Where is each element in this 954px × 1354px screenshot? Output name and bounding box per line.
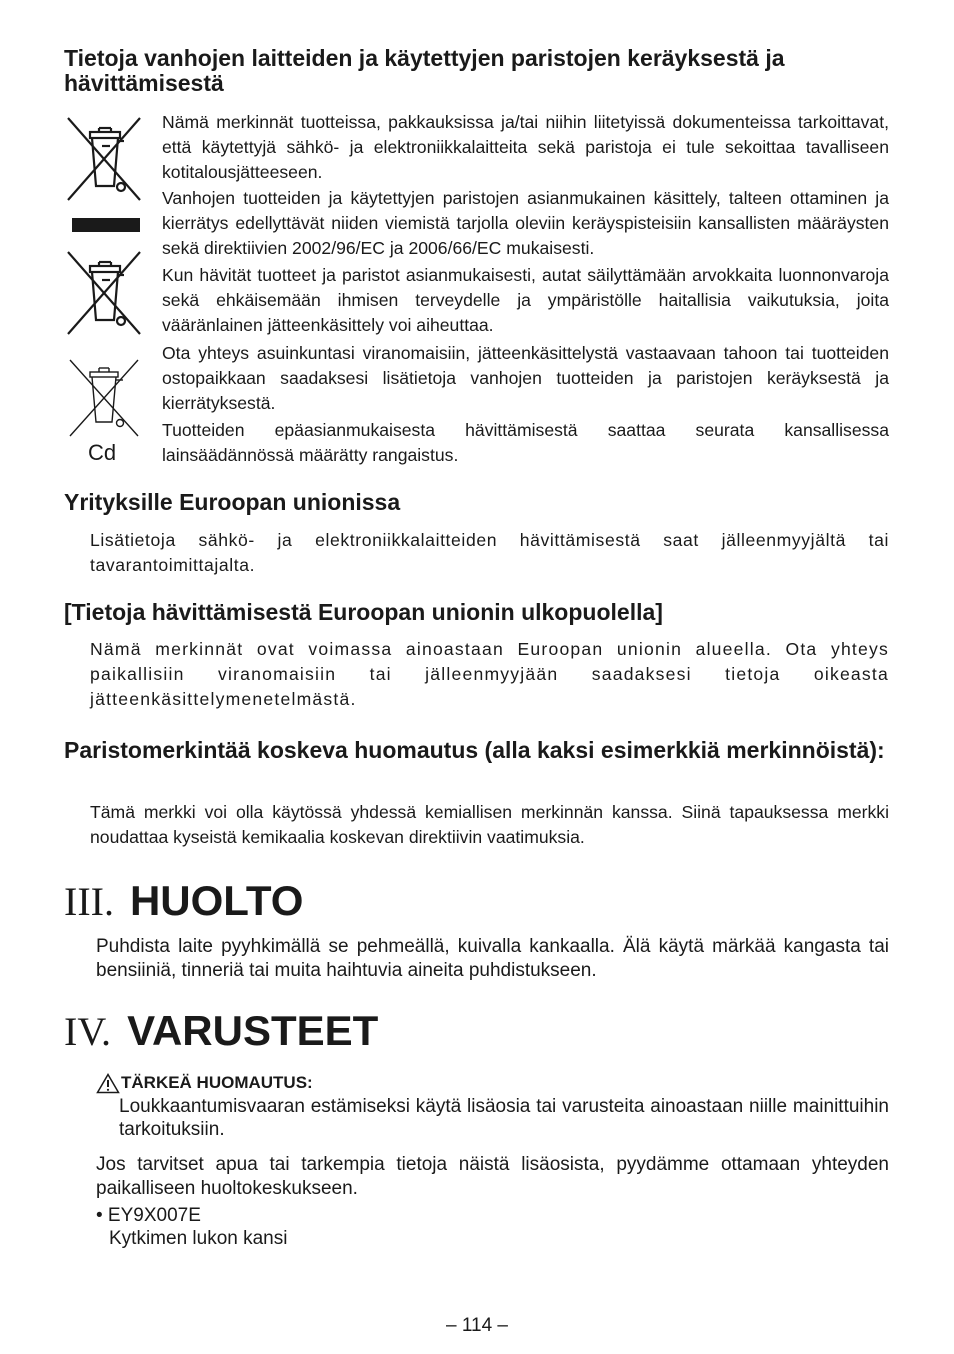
- collection-paragraph-1: Nämä merkinnät tuotteissa, pakkauksissa ja/tai niihin liitetyissä dokumenteissa tarkoittavat, että käytettyjä sähkö- ja elektroniikkalaitteita sekä paristoja ei tule sekoittaa tavalliseen kotitalousjätteeseen.: [162, 112, 889, 183]
- collection-paragraph-5: Tuotteiden epäasianmukaisesta hävittämisestä saattaa seurata kansallisessa lainsäädännössä määrätty rangaistus.: [162, 420, 889, 466]
- accessories-title-text: VARUSTEET: [127, 1007, 379, 1054]
- business-text: Lisätietoja sähkö- ja elektroniikkalaitteiden hävittämisestä saat jälleenmyyjältä tai tavarantoimittajalta.: [90, 530, 889, 576]
- collection-paragraph-2: Vanhojen tuotteiden ja käytettyjen paristojen asianmukainen käsittely, talteen ottaminen ja kierrätys edellyttävät niiden viemistä tarjolla oleviin keräyspisteisiin kansallisten määräysten sekä direktiivien 2002/96/EC ja 2006/66/EC mukaisesti.: [162, 188, 889, 259]
- cd-label: Cd: [88, 440, 117, 465]
- maintenance-text: Puhdista laite pyyhkimällä se pehmeällä, kuivalla kankaalla. Älä käytä märkää kangasta tai bensiiniä, tinneriä tai muita haihtuvia aineita puhdistukseen.: [96, 936, 889, 981]
- battery-note-heading: Paristomerkintää koskeva huomautus (alla kaksi esimerkkiä merkinnöistä):: [64, 737, 885, 763]
- important-note-label: TÄRKEÄ HUOMAUTUS:: [121, 1073, 313, 1092]
- crossed-bin-icon: [66, 116, 142, 202]
- business-heading: Yrityksille Euroopan unionissa: [64, 489, 401, 515]
- maintenance-title: [64, 878, 303, 925]
- outside-eu-text: Nämä merkinnät ovat voimassa ainoastaan Euroopan unionin alueella. Ota yhteys paikallisiin viranomaisiin tai jälleenmyyjään saadaksesi tietoja oikeasta jätteenkäsittelymenetelmästä.: [90, 639, 889, 710]
- help-text: Jos tarvitset apua tai tarkempia tietoja näistä lisäosista, pyydämme ottamaan yhteyden paikalliseen huoltokeskukseen.: [96, 1154, 889, 1199]
- page-number: – 114 –: [446, 1315, 508, 1336]
- maintenance-title-text: HUOLTO: [129, 877, 304, 924]
- crossed-bin-icon: [66, 250, 142, 336]
- outside-eu-heading: [Tietoja hävittämisestä Euroopan unionin ulkopuolella]: [64, 599, 663, 625]
- maintenance-numeral: III.: [64, 879, 114, 924]
- collection-heading: Tietoja vanhojen laitteiden ja käytettyjen paristojen keräyksestä ja hävittämisestä: [64, 45, 785, 96]
- separator-bar: [72, 218, 140, 232]
- battery-note-text: Tämä merkki voi olla käytössä yhdessä kemiallisen merkinnän kanssa. Siinä tapauksessa merkki noudattaa kyseistä kemikaalia koskevan direktiivin vaatimuksia.: [90, 802, 889, 848]
- warning-triangle-icon: [96, 1073, 120, 1094]
- important-note-text: Loukkaantumisvaaran estämiseksi käytä lisäosia tai varusteita ainoastaan niille mainittuihin tarkoituksiin.: [119, 1096, 889, 1140]
- crossed-bin-cd-icon: [68, 358, 140, 438]
- accessory-item-code: • EY9X007E: [96, 1205, 201, 1226]
- important-note-heading: [96, 1072, 313, 1094]
- collection-paragraph-4: Ota yhteys asuinkuntasi viranomaisiin, jätteenkäsittelystä vastaavaan tahoon tai tuotteiden ostopaikkaan saadaksesi lisätietoja vanhojen tuotteiden ja paristojen keräyksestä ja kierrätyksestä.: [162, 343, 889, 414]
- accessories-title: [64, 1008, 378, 1055]
- accessory-item-name: Kytkimen lukon kansi: [109, 1228, 288, 1249]
- accessories-numeral: IV.: [64, 1009, 112, 1054]
- collection-paragraph-3: Kun hävität tuotteet ja paristot asianmukaisesti, autat säilyttämään arvokkaita luonnonvaroja sekä ehkäisemään ihmisen terveydelle ja ympäristölle haitallisia vaikutuksia, joita vääränlainen jätteenkäsittely voi aiheuttaa.: [162, 265, 889, 336]
